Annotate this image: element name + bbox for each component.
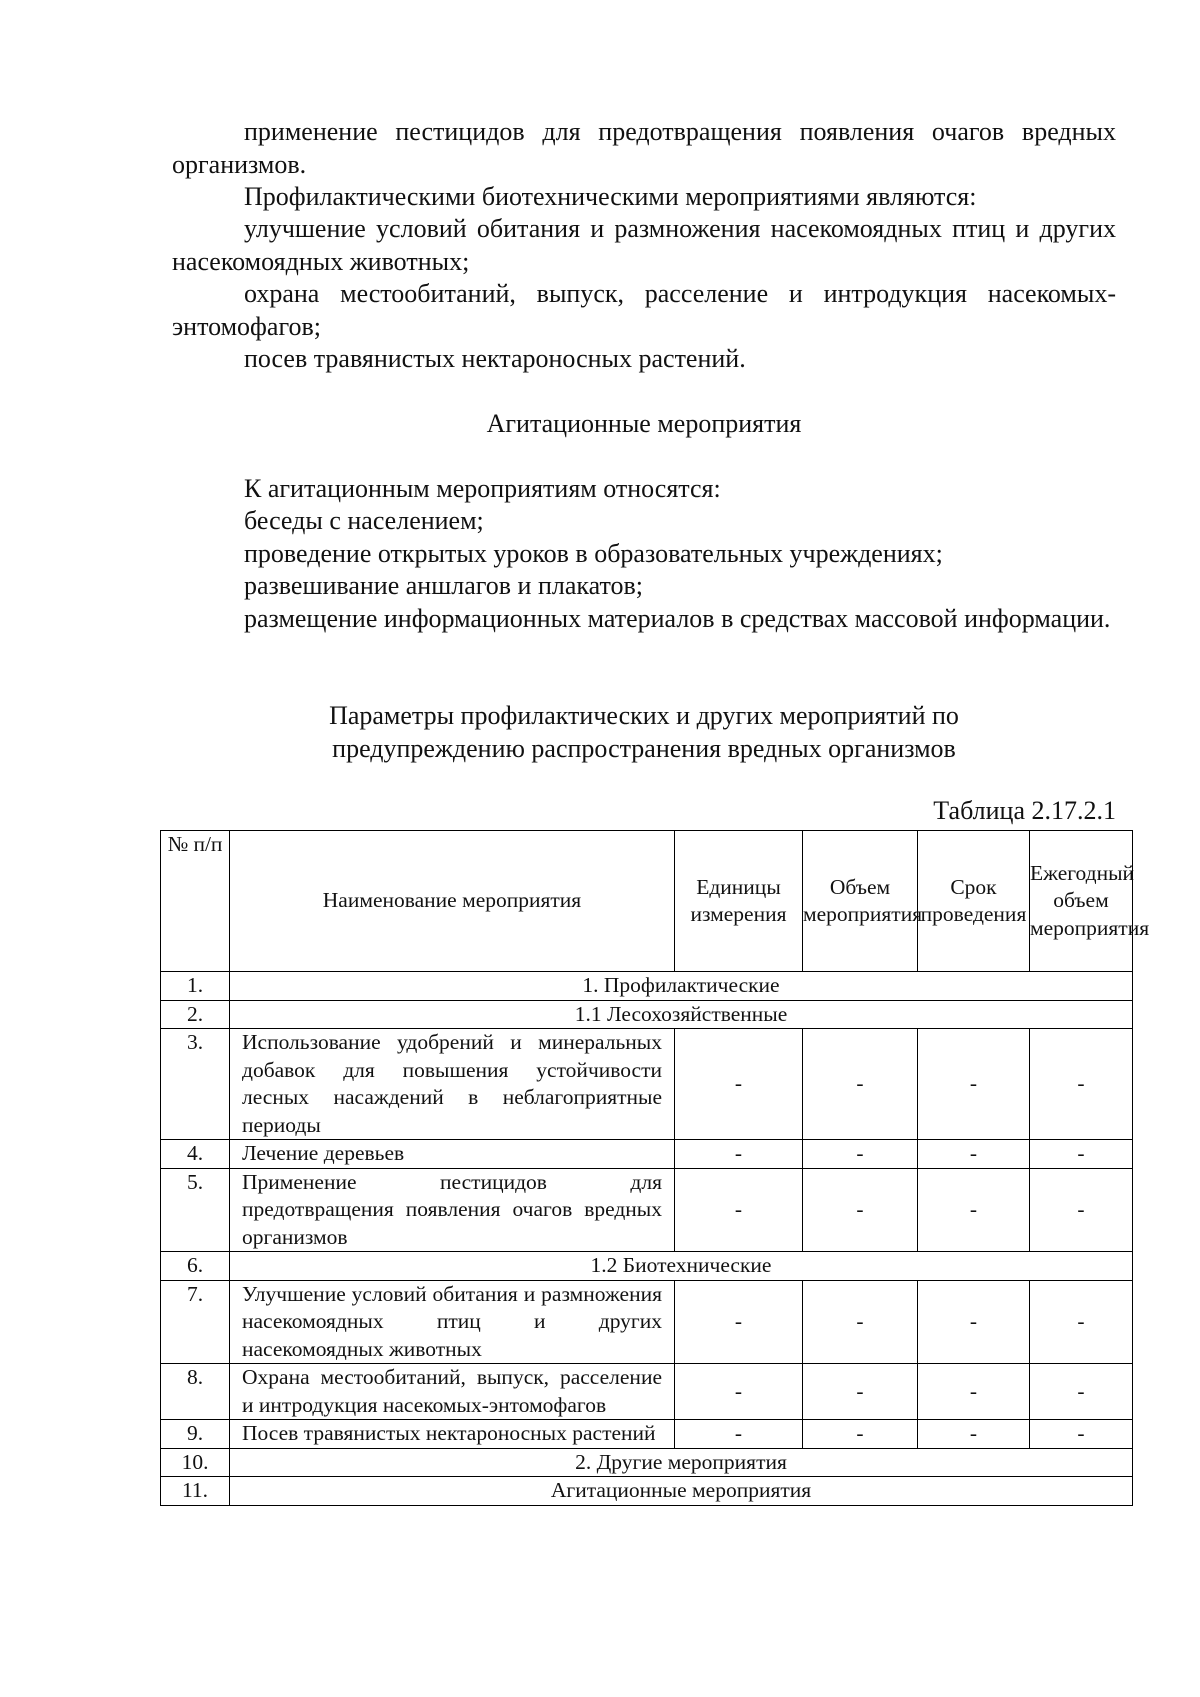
cell-term: - bbox=[918, 1168, 1030, 1252]
header-annual-volume: Ежегодный объем мероприятия bbox=[1030, 831, 1133, 972]
table-row bbox=[161, 1252, 1133, 1281]
table-row bbox=[161, 1477, 1133, 1506]
row-number: 5. bbox=[161, 1168, 230, 1252]
row-number: 1. bbox=[161, 972, 230, 1001]
cell-units: - bbox=[675, 1280, 803, 1364]
cell-volume: - bbox=[803, 1168, 918, 1252]
paragraph-sowing: посев травянистых нектароносных растений. bbox=[244, 344, 746, 373]
agitation-item-lessons: проведение открытых уроков в образовательных учреждениях; bbox=[244, 539, 943, 568]
cell-annual-volume: - bbox=[1030, 1140, 1133, 1169]
measure-name: Лечение деревьев bbox=[230, 1140, 675, 1169]
row-number: 3. bbox=[161, 1029, 230, 1140]
agitation-item-media: размещение информационных материалов в средствах массовой информации. bbox=[244, 604, 1111, 633]
cell-units: - bbox=[675, 1140, 803, 1169]
table-row bbox=[161, 1000, 1133, 1029]
cell-annual-volume: - bbox=[1030, 1420, 1133, 1449]
row-number: 8. bbox=[161, 1364, 230, 1420]
cell-units: - bbox=[675, 1029, 803, 1140]
cell-term: - bbox=[918, 1029, 1030, 1140]
table-title-line-2: предупреждению распространения вредных организмов bbox=[332, 734, 956, 763]
cell-volume: - bbox=[803, 1029, 918, 1140]
cell-units: - bbox=[675, 1168, 803, 1252]
cell-annual-volume: - bbox=[1030, 1029, 1133, 1140]
row-number: 9. bbox=[161, 1420, 230, 1449]
paragraph-pesticides: применение пестицидов для предотвращения появления очагов вредных организмов. bbox=[172, 117, 1116, 179]
cell-term: - bbox=[918, 1140, 1030, 1169]
header-number: № п/п bbox=[161, 831, 230, 972]
row-number: 2. bbox=[161, 1000, 230, 1029]
header-units: Единицы измерения bbox=[675, 831, 803, 972]
paragraph-biotech-intro: Профилактическими биотехническими мероприятиями являются: bbox=[244, 182, 977, 211]
cell-term: - bbox=[918, 1280, 1030, 1364]
cell-volume: - bbox=[803, 1280, 918, 1364]
cell-term: - bbox=[918, 1364, 1030, 1420]
row-number: 4. bbox=[161, 1140, 230, 1169]
section-label: 1.2 Биотехнические bbox=[230, 1252, 1133, 1281]
agitation-item-posters: развешивание аншлагов и плакатов; bbox=[244, 571, 644, 600]
cell-annual-volume: - bbox=[1030, 1364, 1133, 1420]
agitation-item-conversations: беседы с населением; bbox=[244, 506, 484, 535]
paragraph-agitation-intro: К агитационным мероприятиям относятся: bbox=[244, 474, 721, 503]
section-label: 1.1 Лесохозяйственные bbox=[230, 1000, 1133, 1029]
paragraph-habitat: улучшение условий обитания и размножения насекомоядных птиц и других насекомоядных животных; bbox=[172, 214, 1116, 276]
table-row bbox=[161, 1448, 1133, 1477]
cell-units: - bbox=[675, 1364, 803, 1420]
row-number: 11. bbox=[161, 1477, 230, 1506]
measure-name: Применение пестицидов для предотвращения появления очагов вредных организмов bbox=[230, 1168, 675, 1252]
table-row bbox=[161, 1168, 1133, 1252]
section-heading-agitation: Агитационные мероприятия bbox=[486, 409, 802, 438]
row-number: 6. bbox=[161, 1252, 230, 1281]
cell-volume: - bbox=[803, 1140, 918, 1169]
measure-name: Улучшение условий обитания и размножения насекомоядных птиц и других насекомоядных животных bbox=[230, 1280, 675, 1364]
table-row bbox=[161, 1029, 1133, 1140]
cell-annual-volume: - bbox=[1030, 1168, 1133, 1252]
table-row bbox=[161, 972, 1133, 1001]
measure-name: Использование удобрений и минеральных добавок для повышения устойчивости лесных насаждений в неблагоприятные периоды bbox=[230, 1029, 675, 1140]
section-label: Агитационные мероприятия bbox=[230, 1477, 1133, 1506]
measure-name: Охрана местообитаний, выпуск, расселение и интродукция насекомых-энтомофагов bbox=[230, 1364, 675, 1420]
table-caption: Таблица 2.17.2.1 bbox=[933, 796, 1116, 825]
header-volume: Объем мероприятия bbox=[803, 831, 918, 972]
header-name: Наименование мероприятия bbox=[230, 831, 675, 972]
table-row bbox=[161, 1364, 1133, 1420]
measures-table bbox=[160, 830, 1150, 1506]
section-label: 2. Другие мероприятия bbox=[230, 1448, 1133, 1477]
table-row bbox=[161, 1140, 1133, 1169]
cell-volume: - bbox=[803, 1364, 918, 1420]
row-number: 7. bbox=[161, 1280, 230, 1364]
table-header-row bbox=[161, 831, 1133, 972]
cell-term: - bbox=[918, 1420, 1030, 1449]
measure-name: Посев травянистых нектароносных растений bbox=[230, 1420, 675, 1449]
row-number: 10. bbox=[161, 1448, 230, 1477]
section-label: 1. Профилактические bbox=[230, 972, 1133, 1001]
header-term: Срок проведения bbox=[918, 831, 1030, 972]
cell-volume: - bbox=[803, 1420, 918, 1449]
paragraph-entomophages: охрана местообитаний, выпуск, расселение и интродукция насекомых-энтомофагов; bbox=[172, 279, 1116, 341]
cell-units: - bbox=[675, 1420, 803, 1449]
table-title-line-1: Параметры профилактических и других мероприятий по bbox=[329, 701, 959, 730]
cell-annual-volume: - bbox=[1030, 1280, 1133, 1364]
table-row bbox=[161, 1420, 1133, 1449]
table-row bbox=[161, 1280, 1133, 1364]
